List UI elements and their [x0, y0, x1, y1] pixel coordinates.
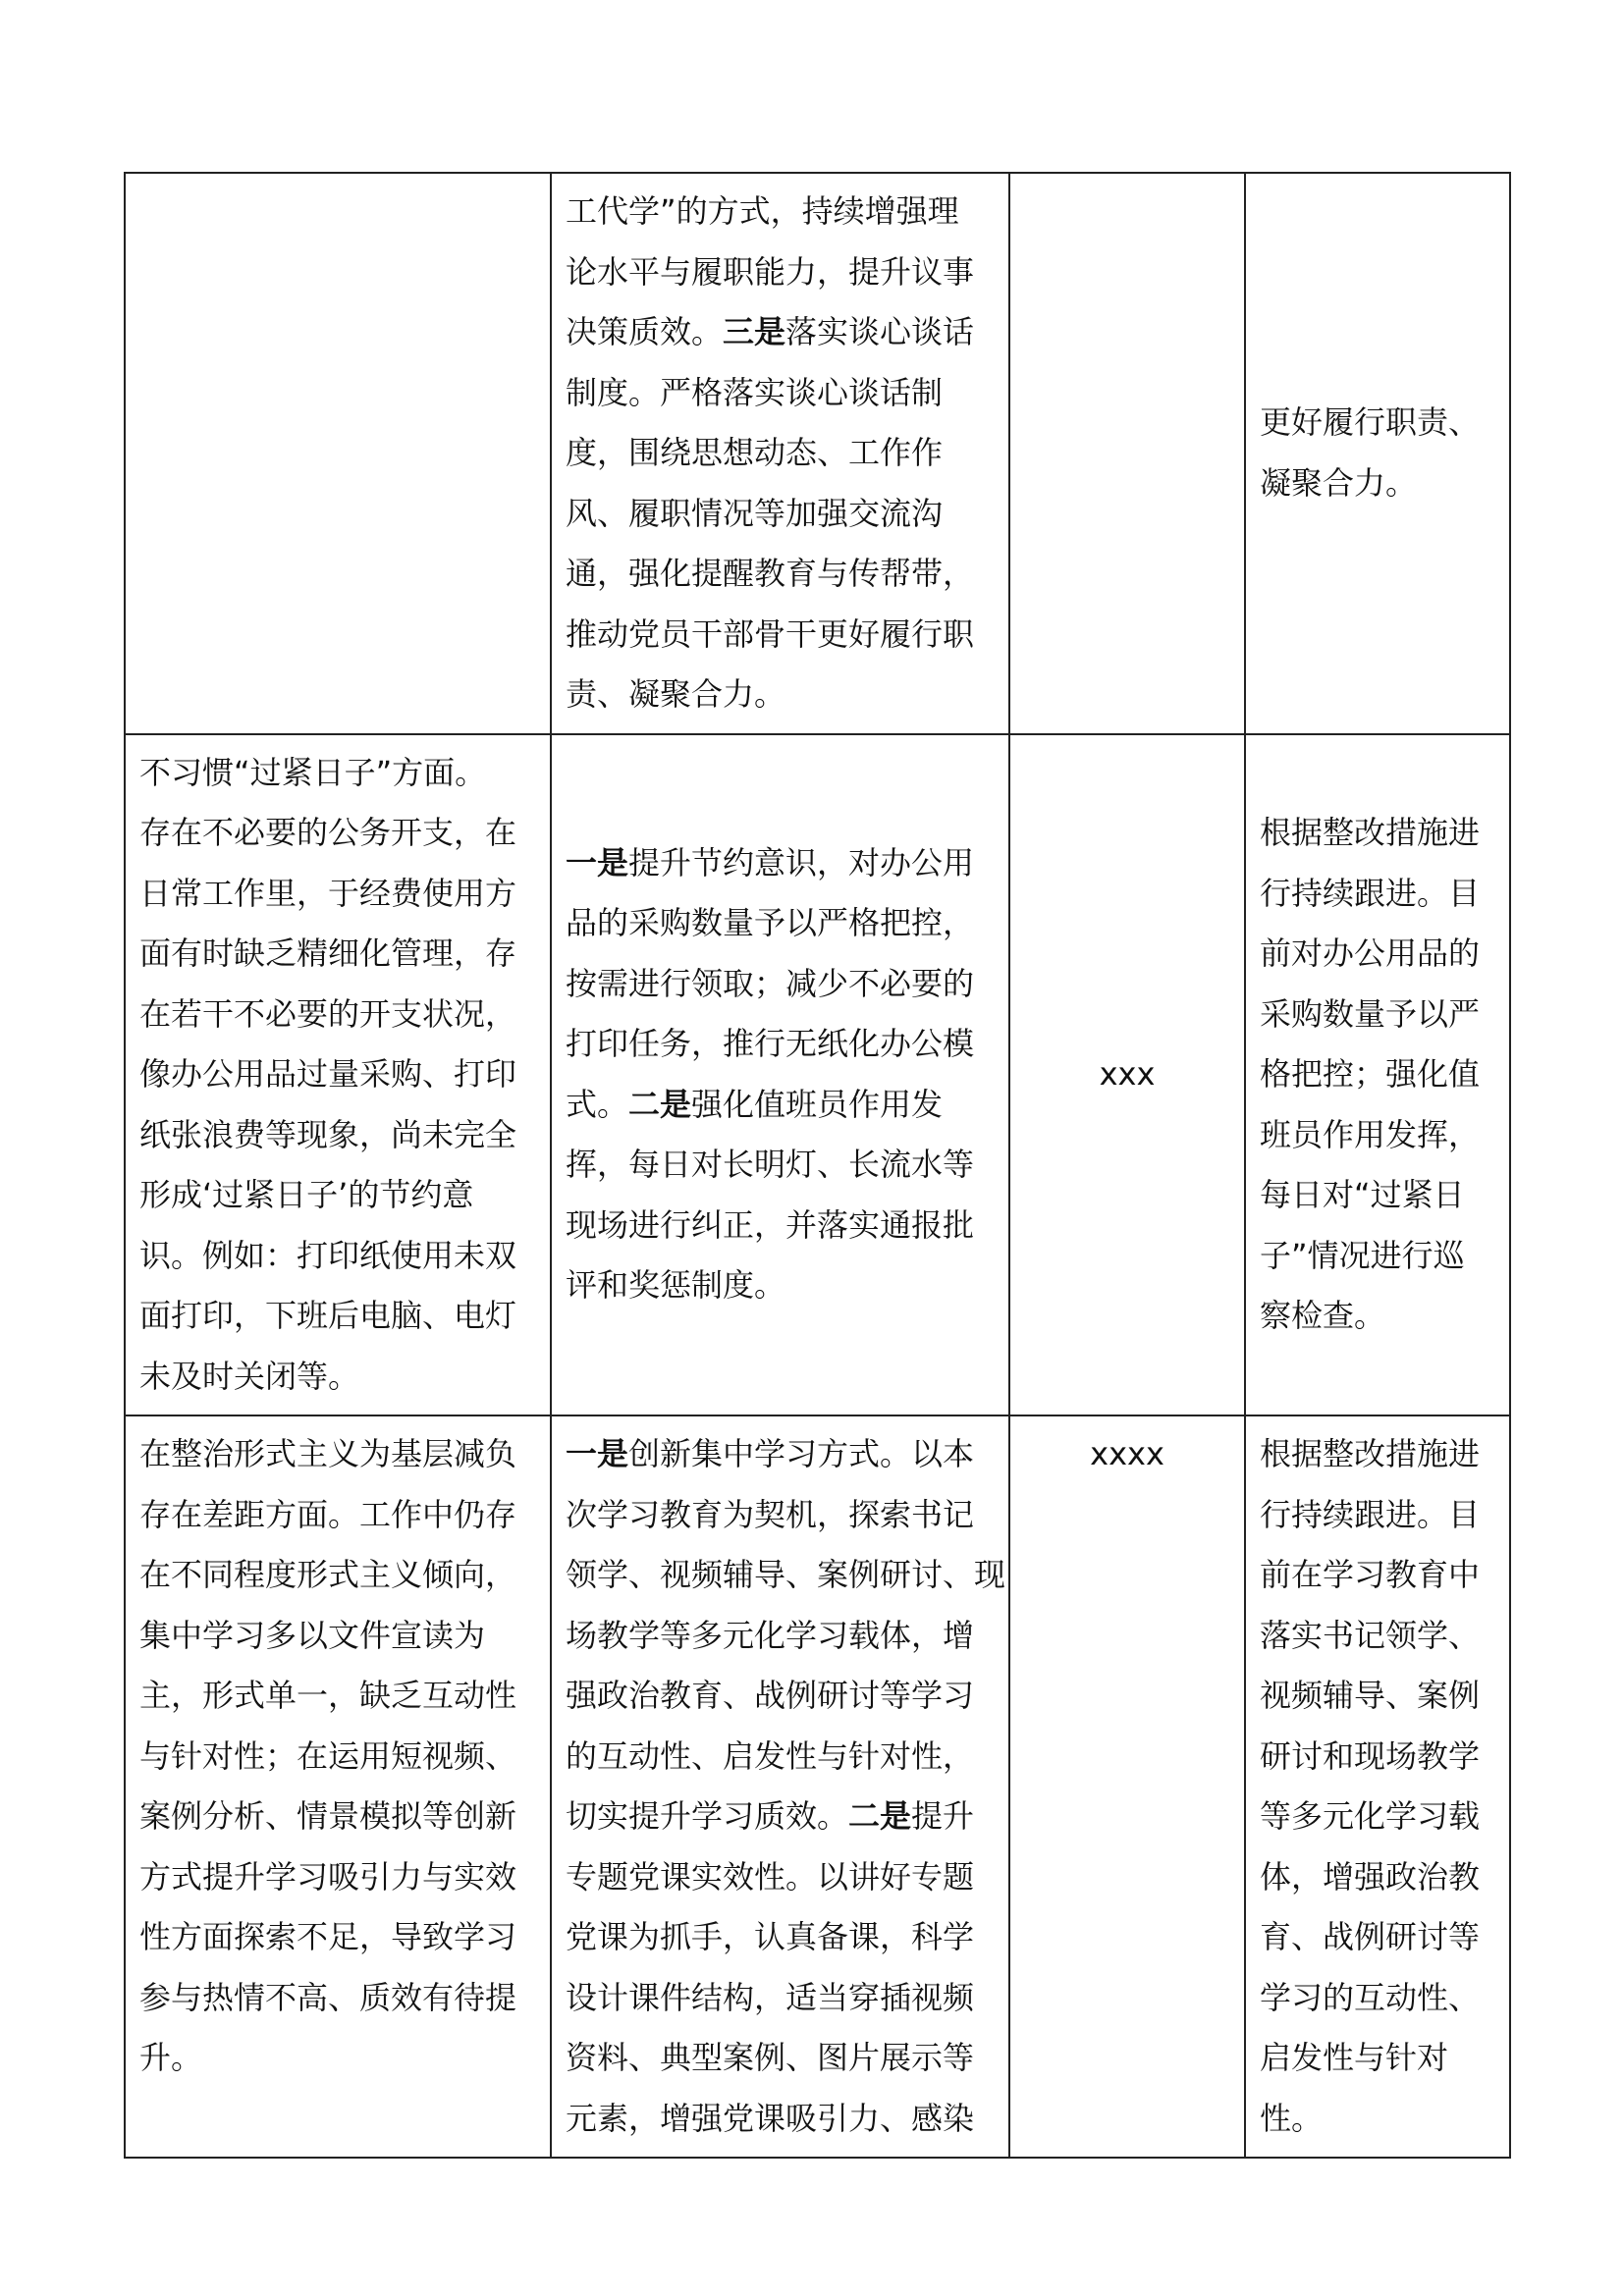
text-segment: 切实提升学习质效。 [566, 1797, 849, 1835]
text-segment: 前在学习教育中 [1260, 1556, 1481, 1593]
text-segment: 子”情况进行巡 [1260, 1236, 1465, 1274]
text-segment: 推动党员干部骨干更好履行职 [566, 614, 975, 653]
responsible-cell [1009, 1415, 1245, 2158]
text-segment: 参与热情不高、质效有待提 [139, 1978, 517, 2016]
text-segment: 式。 [566, 1085, 629, 1123]
text-line [566, 1485, 995, 1546]
text-segment: 专题党课实效性。以讲好专题 [566, 1857, 975, 1896]
text-segment: 度，围绕思想动态、工作作 [566, 434, 944, 471]
text-line [139, 1727, 536, 1788]
text-segment: 面有时缺乏精细化管理，存 [139, 934, 517, 972]
text-segment: 视频辅导、案例 [1260, 1677, 1481, 1714]
responsible-cell [1009, 734, 1245, 1416]
responsible-cell [1009, 173, 1245, 734]
measures-cell [551, 734, 1009, 1416]
text-line [1260, 1606, 1495, 1667]
text-line [1260, 1666, 1495, 1727]
text-segment: 性方面探索不足，导致学习 [139, 1918, 517, 1955]
text-segment: 性。 [1260, 2099, 1324, 2137]
table-row [125, 1415, 1510, 2158]
text-line [139, 1907, 536, 1968]
text-segment: 未及时关闭等。 [139, 1357, 360, 1395]
text-segment: 的互动性、启发性与针对性， [566, 1736, 975, 1775]
text-segment: 更好履行职责、 [1260, 403, 1481, 442]
bold-lead-text: 二是 [628, 1085, 692, 1123]
text-line [566, 833, 995, 894]
text-line [1260, 1787, 1495, 1847]
text-segment: 采购数量予以严 [1260, 994, 1481, 1033]
text-line [1260, 924, 1495, 985]
text-line [1024, 1044, 1230, 1105]
text-line [1260, 1165, 1495, 1226]
text-line [139, 1347, 536, 1408]
text-line [566, 363, 995, 424]
measures-cell [551, 1415, 1009, 2158]
text-line [566, 665, 995, 725]
text-line [566, 1545, 1006, 1606]
text-segment: 设计课件结构，适当穿插视频 [566, 1978, 975, 2016]
text-line [1260, 803, 1495, 864]
text-segment: 面打印，下班后电脑、电灯 [139, 1297, 517, 1334]
text-line [566, 1135, 995, 1196]
text-segment: 在不同程度形式主义倾向， [139, 1556, 517, 1593]
text-line [566, 1606, 995, 1667]
progress-cell [1245, 734, 1510, 1416]
text-line [1260, 1968, 1495, 2029]
text-line [1260, 2028, 1495, 2089]
text-line [566, 242, 995, 303]
progress-cell [1245, 1415, 1510, 2158]
text-segment: 等多元化学习载 [1260, 1797, 1481, 1835]
text-segment: 凝聚合力。 [1260, 463, 1418, 502]
text-line [1260, 454, 1495, 514]
text-line [139, 1606, 536, 1667]
text-segment: 行持续跟进。目 [1260, 1495, 1481, 1533]
text-line [139, 1044, 536, 1105]
text-segment: 日常工作里，于经费使用方 [139, 874, 517, 912]
text-segment: 在若干不必要的开支状况， [139, 994, 517, 1033]
problem-cell [125, 734, 551, 1416]
text-line [139, 1105, 536, 1166]
text-segment: 提升 [911, 1797, 975, 1835]
text-line [566, 1727, 995, 1788]
text-segment: 学习的互动性、 [1260, 1978, 1481, 2016]
text-line [139, 1666, 536, 1727]
text-line [139, 1968, 536, 2029]
text-segment: 前对办公用品的 [1260, 934, 1481, 972]
text-segment: 案例分析、情景模拟等创新 [139, 1797, 517, 1835]
text-line [1260, 1226, 1495, 1287]
text-line [139, 2028, 536, 2089]
text-segment: xxxx [1090, 1435, 1164, 1472]
text-segment: 根据整改措施进 [1260, 814, 1481, 851]
bold-lead-text: 二是 [848, 1797, 912, 1835]
text-line [1260, 393, 1495, 454]
text-segment: 按需进行领取；减少不必要的 [566, 964, 975, 1002]
bold-lead-text: 一是 [566, 1435, 629, 1472]
progress-cell [1245, 173, 1510, 734]
text-segment: 纸张浪费等现象，尚未完全 [139, 1115, 517, 1153]
problem-cell [125, 173, 551, 734]
text-line [1260, 1907, 1495, 1968]
text-line [139, 1165, 536, 1226]
bold-lead-text: 三是 [723, 313, 786, 350]
rectification-table [124, 172, 1511, 2159]
text-segment: 根据整改措施进 [1260, 1435, 1481, 1472]
text-segment: 资料、典型案例、图片展示等 [566, 2039, 975, 2076]
text-segment: 决策质效。 [566, 313, 724, 350]
text-segment: 班员作用发挥， [1260, 1115, 1481, 1153]
text-line [1024, 1424, 1230, 1485]
text-line [566, 2028, 995, 2089]
text-line [566, 1787, 995, 1847]
text-segment: 打印任务，推行无纸化办公模 [566, 1025, 975, 1063]
text-line [139, 1424, 536, 1485]
text-line [1260, 1727, 1495, 1788]
text-line [566, 182, 995, 242]
problem-cell [125, 1415, 551, 2158]
text-segment: 在整治形式主义为基层减负 [139, 1435, 517, 1472]
text-line [566, 1196, 995, 1256]
text-segment: 格把控；强化值 [1260, 1055, 1481, 1093]
text-line [566, 1075, 995, 1136]
text-segment: 党课为抓手，认真备课，科学 [566, 1918, 975, 1955]
text-line [566, 484, 995, 545]
text-line [139, 803, 536, 864]
text-segment: 方式提升学习吸引力与实效 [139, 1857, 517, 1896]
text-segment: 集中学习多以文件宣读为 [139, 1616, 486, 1654]
bold-lead-text: 一是 [566, 843, 629, 881]
text-line [566, 605, 995, 666]
text-segment: 育、战例研讨等 [1260, 1918, 1481, 1955]
text-segment: 主，形式单一，缺乏互动性 [139, 1677, 517, 1714]
text-segment: 落实谈心谈话 [785, 313, 975, 350]
text-segment: 场教学等多元化学习载体，增 [566, 1616, 975, 1654]
text-segment: 领学、视频辅导、案例研讨、现 [566, 1556, 1006, 1593]
text-line [1260, 864, 1495, 925]
text-line [566, 893, 995, 954]
text-segment: 形成‘过紧日子’的节约意 [139, 1176, 474, 1213]
text-segment: 提升节约意识，对办公用 [628, 843, 975, 881]
table-row [125, 734, 1510, 1416]
measures-cell [551, 173, 1009, 734]
text-line [1260, 1424, 1495, 1485]
text-line [566, 302, 995, 363]
text-segment: 制度。严格落实谈心谈话制 [566, 373, 944, 411]
text-line [566, 1666, 995, 1727]
text-line [139, 924, 536, 985]
text-segment: 存在不必要的公务开支，在 [139, 814, 517, 851]
text-segment: xxx [1099, 1055, 1156, 1093]
text-line [1260, 2089, 1495, 2150]
text-line [139, 1847, 536, 1908]
text-segment: 与针对性；在运用短视频、 [139, 1736, 517, 1775]
text-segment: 责、凝聚合力。 [566, 675, 786, 713]
text-segment: 每日对“过紧日 [1260, 1176, 1465, 1213]
text-segment: 研讨和现场教学 [1260, 1736, 1481, 1775]
text-line [139, 1787, 536, 1847]
text-line [139, 1286, 536, 1347]
text-line [139, 864, 536, 925]
text-segment: 现场进行纠正，并落实通报批 [566, 1205, 975, 1244]
text-segment: 论水平与履职能力，提升议事 [566, 252, 975, 291]
text-segment: 品的采购数量予以严格把控， [566, 904, 975, 942]
text-segment: 元素，增强党课吸引力、感染 [566, 2099, 975, 2137]
text-segment: 识。例如：打印纸使用未双 [139, 1236, 517, 1274]
text-segment: 挥，每日对长明灯、长流水等 [566, 1146, 975, 1184]
text-segment: 次学习教育为契机，探索书记 [566, 1495, 975, 1533]
text-line [566, 1847, 995, 1908]
table-row [125, 173, 1510, 734]
text-line [139, 1485, 536, 1546]
text-line [1260, 1105, 1495, 1166]
text-segment: 通，强化提醒教育与传帮带， [566, 555, 975, 592]
text-line [1260, 1286, 1495, 1347]
text-line [566, 1014, 995, 1075]
text-line [566, 2089, 995, 2150]
text-segment: 存在差距方面。工作中仍存 [139, 1495, 517, 1533]
text-line [566, 1255, 995, 1316]
text-line [139, 743, 536, 804]
text-segment: 行持续跟进。目 [1260, 874, 1481, 912]
text-segment: 不习惯“过紧日子”方面。 [139, 753, 487, 791]
text-line [1260, 1485, 1495, 1546]
text-line [566, 1968, 995, 2029]
text-segment: 启发性与针对 [1260, 2039, 1449, 2076]
text-segment: 像办公用品过量采购、打印 [139, 1055, 517, 1093]
text-segment: 升。 [139, 2039, 203, 2076]
text-line [566, 423, 995, 484]
text-segment: 评和奖惩制度。 [566, 1266, 786, 1305]
text-segment: 风、履职情况等加强交流沟 [566, 494, 944, 532]
text-segment: 强化值班员作用发 [691, 1085, 944, 1123]
text-segment: 强政治教育、战例研讨等学习 [566, 1677, 975, 1714]
text-line [1260, 985, 1495, 1045]
text-segment: 体，增强政治教 [1260, 1857, 1481, 1896]
text-line [566, 954, 995, 1015]
text-line [139, 1226, 536, 1287]
text-line [1260, 1044, 1495, 1105]
text-segment: 工代学”的方式，持续增强理 [566, 192, 959, 230]
text-segment: 察检查。 [1260, 1297, 1386, 1334]
text-segment: 落实书记领学、 [1260, 1616, 1481, 1654]
text-line [566, 1907, 995, 1968]
text-line [566, 544, 995, 605]
text-line [139, 985, 536, 1045]
text-line [1260, 1545, 1495, 1606]
text-line [566, 1424, 995, 1485]
text-line [1260, 1847, 1495, 1908]
text-segment: 创新集中学习方式。以本 [628, 1435, 975, 1472]
text-line [139, 1545, 536, 1606]
